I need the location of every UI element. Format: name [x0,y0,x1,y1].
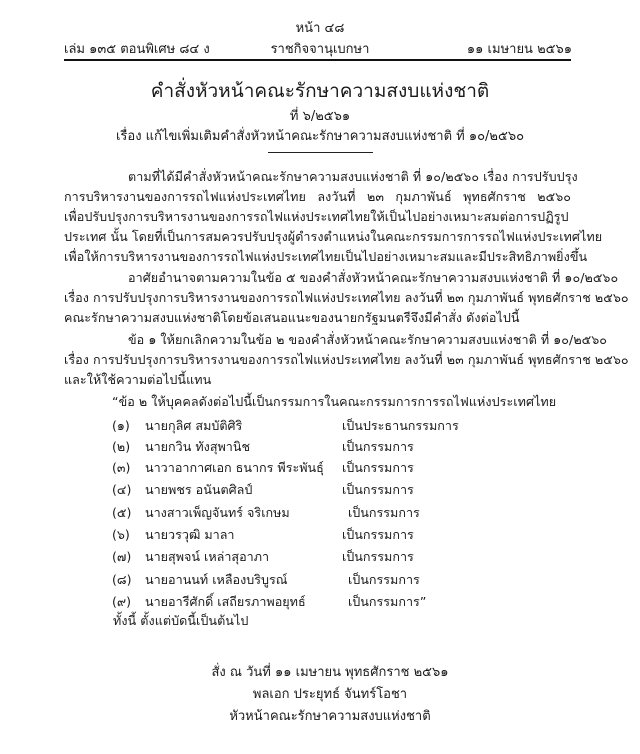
member-number: (๘) [112,572,132,587]
member-role: เป็นกรรมการ” [348,594,427,609]
order-subject: เรื่อง แก้ไขเพิ่มเติมคำสั่งหัวหน้าคณะรักษาความสงบแห่งชาติ ที่ ๑๐/๒๕๖๐ [115,129,525,144]
signatory-name: พลเอก ประยุทธ์ จันทร์โอชา [252,687,408,702]
paragraph-3-line-1: ข้อ ๑ ให้ยกเลิกความในข้อ ๒ ของคำสั่งหัวหน้าคณะรักษาความสงบแห่งชาติ ที่ ๑๐/๒๕๖๐ [128,332,608,347]
publication-date: ๑๑ เมษายน ๒๕๖๑ [466,42,572,57]
member-number: (๒) [112,439,131,454]
page-number: หน้า ๔๘ [295,21,345,36]
document-title: คำสั่งหัวหน้าคณะรักษาความสงบแห่งชาติ [150,80,490,102]
title-divider [268,152,373,153]
member-number: (๔) [112,482,132,497]
signature-date: สั่ง ณ วันที่ ๑๑ เมษายน พุทธศักราช ๒๕๖๑ [211,665,449,680]
paragraph-3-line-2: เรื่อง การปรับปรุงการบริหารงานของการรถไฟแห่งประเทศไทย ลงวันที่ ๒๓ กุมภาพันธ์ พุทธศักราช ๒๕๖๐ [64,352,629,367]
member-number: (๖) [112,527,130,542]
member-name: นายกวิน ทังสุพานิช [145,439,251,454]
publication-name: ราชกิจจานุเบกษา [270,42,370,57]
paragraph-1-line-1: ตามที่ได้มีคำสั่งหัวหน้าคณะรักษาความสงบแห่งชาติ ที่ ๑๐/๒๕๖๐ เรื่อง การปรับปรุง [128,169,578,184]
member-role: เป็นกรรมการ [348,572,420,587]
member-role: เป็นกรรมการ [342,482,414,497]
paragraph-3-line-3: และให้ใช้ความต่อไปนี้แทน [64,372,212,387]
member-role: เป็นประธานกรรมการ [342,418,459,433]
paragraph-1-line-4: ประเทศ นั้น โดยที่เป็นการสมควรปรับปรุงผู้ดำรงตำแหน่งในคณะกรรมการการรถไฟแห่งประเทศไทย [64,229,603,244]
member-number: (๑) [112,418,130,433]
member-role: เป็นกรรมการ [342,549,414,564]
member-name: นายกุลิศ สมบัติศิริ [145,418,243,433]
member-name: นาวาอากาศเอก ธนากร พีระพันธุ์ [145,460,324,475]
paragraph-1-line-5: เพื่อให้การบริหารงานของการรถไฟแห่งประเทศไทยเป็นไปอย่างเหมาะสมและมีประสิทธิภาพยิ่งขึ้น [64,249,588,264]
member-name: นายพชร อนันตศิลป์ [145,482,253,497]
paragraph-2-line-1: อาศัยอำนาจตามความในข้อ ๕ ของคำสั่งหัวหน้าคณะรักษาความสงบแห่งชาติ ที่ ๑๐/๒๕๖๐ [128,270,619,285]
paragraph-1-line-3: เพื่อปรับปรุงการบริหารงานของการรถไฟแห่งประเทศไทยให้เป็นไปอย่างเหมาะสมต่อการปฏิรูป [64,209,569,224]
paragraph-2-line-2: เรื่อง การปรับปรุงการบริหารงานของการรถไฟแห่งประเทศไทย ลงวันที่ ๒๓ กุมภาพันธ์ พุทธศักราช ๒๕๖๐ [64,290,629,305]
member-number: (๕) [112,505,132,520]
member-name: นางสาวเพ็ญจันทร์ จริเกษม [145,505,290,520]
member-number: (๗) [112,549,132,564]
member-name: นายอานนท์ เหลืองบริบูรณ์ [145,572,288,587]
paragraph-1-line-2: การบริหารงานของการรถไฟแห่งประเทศไทย ลงวันที่ ๒๓ กุมภาพันธ์ พุทธศักราช ๒๕๖๐ [64,189,571,204]
volume-info: เล่ม ๑๓๕ ตอนพิเศษ ๘๔ ง [64,42,210,57]
member-role: เป็นกรรมการ [348,505,420,520]
member-name: นายอารีศักดิ์ เสถียรภาพอยุทธ์ [145,594,306,609]
member-number: (๙) [112,594,132,609]
member-name: นายสุพจน์ เหล่าสุอาภา [145,549,270,564]
header-divider [64,59,571,61]
paragraph-2-line-3: คณะรักษาความสงบแห่งชาติโดยข้อเสนอแนะของนายกรัฐมนตรีจึงมีคำสั่ง ดังต่อไปนี้ [64,310,520,325]
member-role: เป็นกรรมการ [342,460,414,475]
signatory-position: หัวหน้าคณะรักษาความสงบแห่งชาติ [229,709,431,724]
member-number: (๓) [112,460,131,475]
order-number: ที่ ๖/๒๕๖๑ [289,109,351,124]
member-role: เป็นกรรมการ [342,439,414,454]
member-role: เป็นกรรมการ [342,527,414,542]
clause-2-intro: “ข้อ ๒ ให้บุคคลดังต่อไปนี้เป็นกรรมการในคณะกรรมการการรถไฟแห่งประเทศไทย [112,394,557,409]
member-name: นายวรวุฒิ มาลา [145,527,235,542]
effective-clause: ทั้งนี้ ตั้งแต่บัดนี้เป็นต้นไป [113,613,249,628]
